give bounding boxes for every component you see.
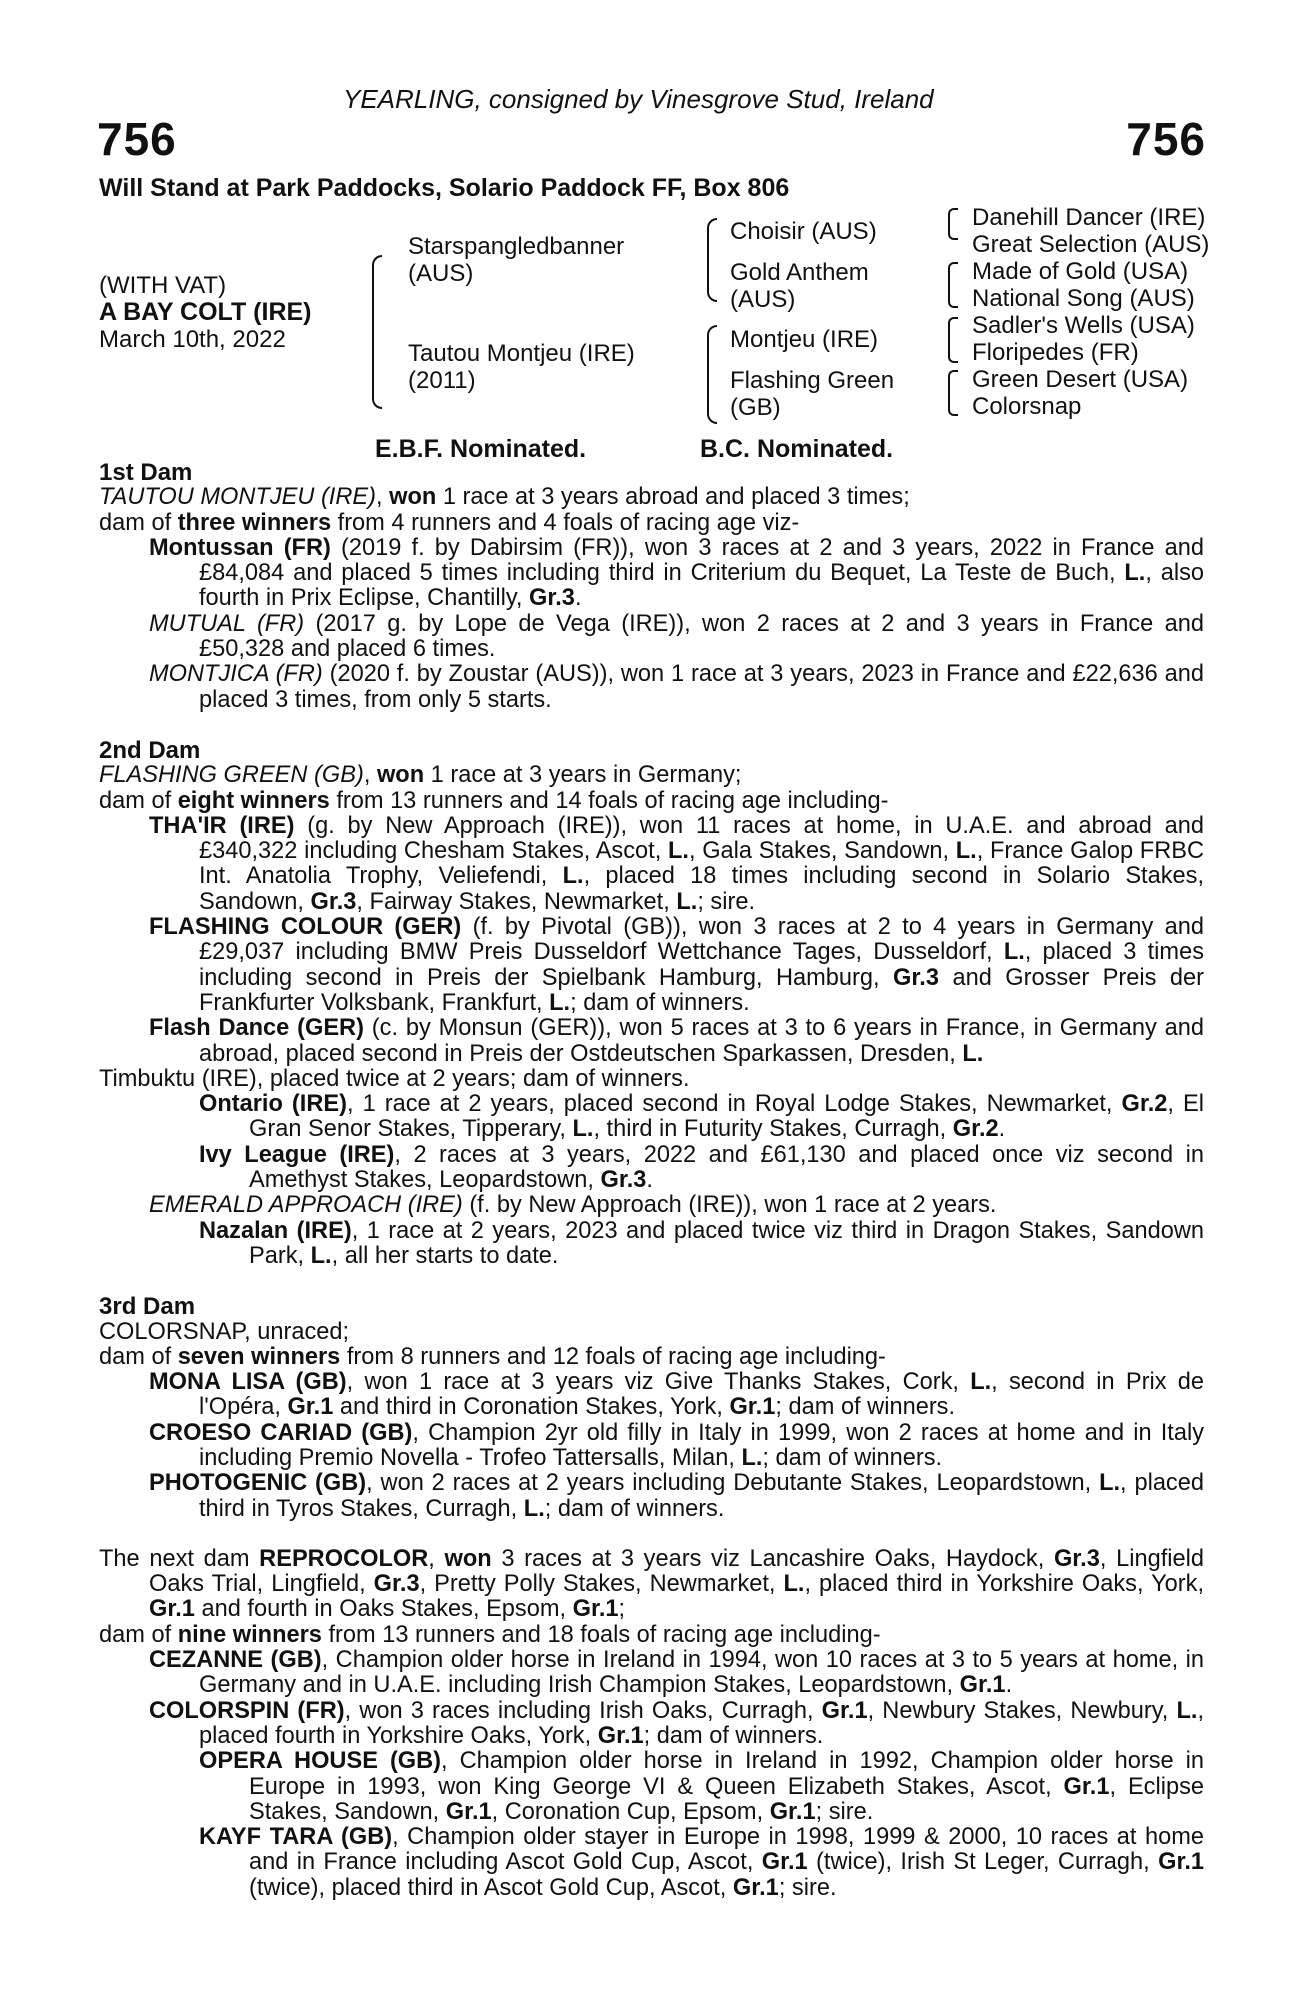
- sire-dam: Gold Anthem (AUS): [730, 259, 869, 313]
- text-line: COLORSNAP, unraced;: [99, 1318, 350, 1345]
- dam-dam: Flashing Green (GB): [730, 367, 895, 421]
- pedigree-brace: [372, 255, 382, 409]
- pedigree-entry: PHOTOGENIC (GB), won 2 races at 2 years including Debutante Stakes, Leopardstown, L., placed third in Tyros Stakes, Curragh, L.; dam of winners.: [149, 1470, 1204, 1522]
- pedigree-entry: COLORSPIN (FR), won 3 races including Irish Oaks, Curragh, Gr.1, Newbury Stakes, Newbury, L., placed fourth in Yorkshire Oaks, York, Gr.1; dam of winners.: [149, 1697, 1204, 1749]
- text-line: dam of eight winners from 13 runners and 14 foals of racing age including-: [99, 787, 889, 814]
- section-heading: 1st Dam: [99, 459, 193, 486]
- section-body: [99, 1320, 1204, 1522]
- pedigree-entry: Nazalan (IRE), 1 race at 2 years, 2023 and placed twice viz third in Dragon Stakes, Sandown Park, L., all her starts to date.: [199, 1217, 1204, 1269]
- pedigree-entry: MONA LISA (GB), won 1 race at 3 years viz Give Thanks Stakes, Cork, L., second in Prix de l'Opéra, Gr.1 and third in Coronation Stakes, York, Gr.1; dam of winners.: [149, 1369, 1204, 1421]
- pedigree-entry: Ivy League (IRE), 2 races at 3 years, 2022 and £61,130 and placed once viz second in Amethyst Stakes, Leopardstown, Gr.3.: [199, 1141, 1204, 1194]
- catalogue-subtitle: YEARLING, consigned by Vinesgrove Stud, Ireland: [343, 84, 934, 114]
- lot-number-right: 756: [1126, 113, 1206, 165]
- pedigree-entry: Timbuktu (IRE), placed twice at 2 years; dam of winners.: [99, 1065, 690, 1092]
- second-dam-section: [99, 738, 1204, 1269]
- text-line: dam of three winners from 4 runners and 4 foals of racing age viz-: [99, 509, 800, 536]
- section-body: [99, 763, 1204, 1269]
- pedigree-entry: CEZANNE (GB), Champion older horse in Ireland in 1994, won 10 races at 3 to 5 years at home, in Germany and in U.A.E. including Irish Champion Stakes, Leopardstown, Gr.1.: [149, 1647, 1205, 1699]
- lot-number-left: 756: [97, 113, 177, 165]
- dam-sire: Montjeu (IRE): [730, 326, 879, 353]
- pedigree-brace: [707, 218, 717, 302]
- foaling-date: March 10th, 2022: [99, 326, 286, 353]
- pedigree-entry: dam of nine winners from 13 runners and 18 foals of racing age including-: [99, 1621, 881, 1648]
- section-heading: 2nd Dam: [99, 736, 201, 764]
- pedigree-brace: [948, 317, 958, 363]
- pedigree-entry: KAYF TARA (GB), Champion older stayer in Europe in 1998, 1999 & 2000, 10 races at home and in France including Ascot Gold Cup, Ascot, Gr.1 (twice), Irish St Leger, Curragh, Gr.1 (twice), placed third in Ascot Gold Cup, Ascot, Gr.1; sire.: [199, 1824, 1205, 1901]
- pedigree-brace: [948, 262, 958, 308]
- pedigree-entry: EMERALD APPROACH (IRE) (f. by New Approach (IRE)), won 1 race at 2 years.: [149, 1192, 997, 1219]
- pedigree-entry: Flash Dance (GER) (c. by Monsun (GER)), won 5 races at 3 to 6 years in France, in Germany and abroad, placed second in Preis der Ostdeutschen Sparkassen, Dresden, L.: [149, 1015, 1205, 1067]
- bc-nomination: B.C. Nominated.: [700, 435, 894, 463]
- sire-name: Starspangledbanner (AUS): [408, 233, 625, 287]
- section-heading: 3rd Dam: [99, 1293, 196, 1321]
- third-generation: Danehill Dancer (IRE) Great Selection (AUS) Made of Gold (USA) National Song (AUS) Sadler's Wells (USA) Floripedes (FR) Green Desert (USA) Colorsnap: [972, 204, 1210, 420]
- pedigree-entry: Ontario (IRE), 1 race at 2 years, placed second in Royal Lodge Stakes, Newmarket, Gr.2, El Gran Senor Stakes, Tipperary, L., third in Futurity Stakes, Curragh, Gr.2.: [199, 1091, 1204, 1143]
- pedigree-entry: CROESO CARIAD (GB), Champion 2yr old filly in Italy in 1999, won 2 races at home and in Italy including Premio Novella - Trofeo Tattersalls, Milan, L.; dam of winners.: [149, 1419, 1205, 1471]
- stand-location: Will Stand at Park Paddocks, Solario Paddock FF, Box 806: [99, 174, 790, 202]
- text-line: dam of seven winners from 8 runners and 12 foals of racing age including-: [99, 1343, 886, 1370]
- text-line: FLASHING GREEN (GB), won 1 race at 3 years in Germany;: [99, 762, 742, 789]
- horse-name: A BAY COLT (IRE): [99, 298, 312, 326]
- pedigree-entry: THA'IR (IRE) (g. by New Approach (IRE)), won 11 races at home, in U.A.E. and abroad and £340,322 including Chesham Stakes, Ascot, L., Gala Stakes, Sandown, L., France Galop FRBC Int. Anatolia Trophy, Veliefendi, L., placed 18 times including second in Solario Stakes, Sandown, Gr.3, Fairway Stakes, Newmarket, L.; sire.: [149, 812, 1205, 915]
- text-line: TAUTOU MONTJEU (IRE), won 1 race at 3 years abroad and placed 3 times;: [99, 484, 910, 511]
- pedigree-brace: [707, 325, 717, 424]
- sire-sire: Choisir (AUS): [730, 218, 877, 245]
- section-body: [99, 1547, 1204, 1901]
- first-dam-section: [99, 460, 1204, 713]
- section-body: [99, 485, 1204, 713]
- third-dam-section: [99, 1294, 1204, 1522]
- pedigree-entry: OPERA HOUSE (GB), Champion older horse in Ireland in 1992, Champion older horse in Europe in 1993, won King George VI & Queen Elizabeth Stakes, Ascot, Gr.1, Eclipse Stakes, Sandown, Gr.1, Coronation Cup, Epsom, Gr.1; sire.: [199, 1748, 1204, 1825]
- ebf-nomination: E.B.F. Nominated.: [375, 435, 587, 463]
- next-dam-section: [99, 1547, 1204, 1901]
- vat-note: (WITH VAT): [99, 272, 227, 299]
- pedigree-brace: [948, 370, 958, 416]
- pedigree-entry: The next dam REPROCOLOR, won 3 races at 3 years viz Lancashire Oaks, Haydock, Gr.3, Lingfield Oaks Trial, Lingfield, Gr.3, Pretty Polly Stakes, Newmarket, L., placed third in Yorkshire Oaks, York, Gr.1 and fourth in Oaks Stakes, Epsom, Gr.1;: [99, 1545, 1205, 1623]
- catalogue-body: [99, 460, 1204, 1901]
- dam-name: Tautou Montjeu (IRE) (2011): [408, 340, 635, 394]
- pedigree-entry: Montussan (FR) (2019 f. by Dabirsim (FR)), won 3 races at 2 and 3 years, 2022 in France and £84,084 and placed 5 times including third in Criterium du Bequet, La Teste de Buch, L., also fourth in Prix Eclipse, Chantilly, Gr.3.: [149, 534, 1204, 612]
- pedigree-entry: MUTUAL (FR) (2017 g. by Lope de Vega (IRE)), won 2 races at 2 and 3 years in France and £50,328 and placed 6 times.: [149, 610, 1205, 663]
- pedigree-entry: FLASHING COLOUR (GER) (f. by Pivotal (GB)), won 3 races at 2 to 4 years in Germany and £29,037 including BMW Preis Dusseldorf Wettchance Tages, Dusseldorf, L., placed 3 times including second in Preis der Spielbank Hamburg, Hamburg, Gr.3 and Grosser Preis der Frankfurter Volksbank, Frankfurt, L.; dam of winners.: [149, 914, 1204, 1016]
- pedigree-entry: MONTJICA (FR) (2020 f. by Zoustar (AUS)), won 1 race at 3 years, 2023 in France and £22,636 and placed 3 times, from only 5 starts.: [149, 661, 1204, 713]
- pedigree-brace: [948, 208, 958, 240]
